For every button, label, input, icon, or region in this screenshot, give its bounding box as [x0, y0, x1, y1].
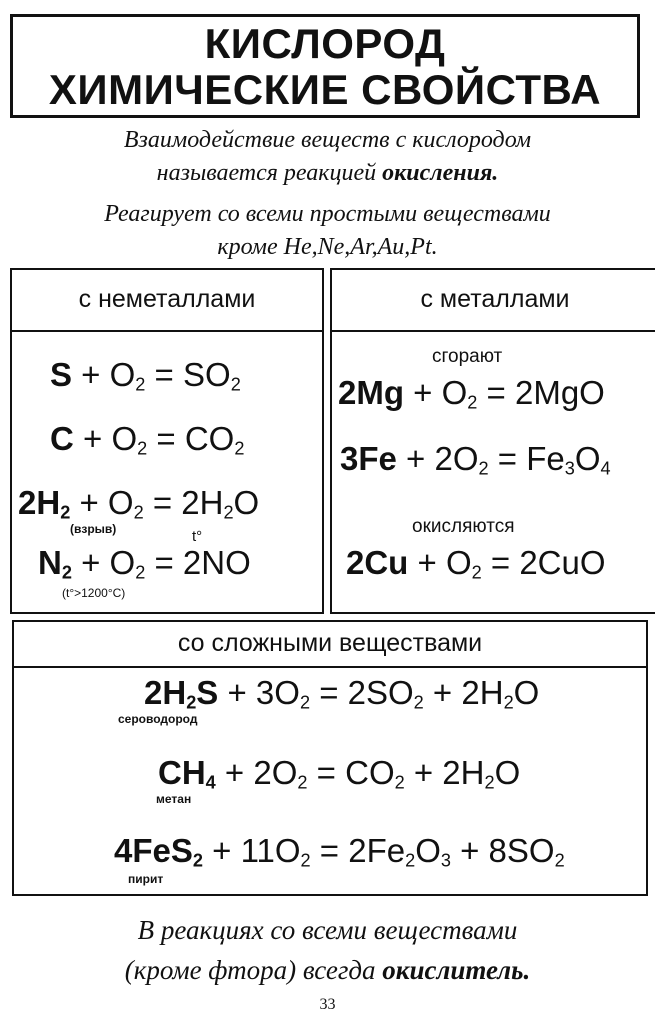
footer-line-1: В реакциях со всеми веществами: [137, 915, 518, 945]
footer-statement: [0, 910, 655, 990]
metals-box: [330, 268, 655, 614]
equation-n2: $N_2 + O_2 = 2NO$: [38, 544, 251, 583]
footer-line-2-text: (кроме фтора) всегда: [124, 955, 383, 985]
equation-mg: $2Mg + O_2 = 2MgO$: [338, 374, 605, 413]
intro-line-4: кроме He,Ne,Ar,Au,Pt.: [217, 234, 438, 260]
title-line-1: КИСЛОРОД: [204, 20, 446, 67]
title-line-2: ХИМИЧЕСКИЕ СВОЙСТВА: [48, 66, 602, 113]
caption-burn: сгорают: [432, 346, 503, 367]
intro-oxidation-term: окисления.: [382, 160, 499, 186]
note-explosion: (взрыв): [70, 522, 117, 536]
note-temperature: (t°>1200°C): [62, 586, 126, 600]
intro-reactivity: [0, 198, 655, 264]
equation-cu: $2Cu + O_2 = 2CuO$: [346, 544, 606, 583]
equation-fe: $3Fe + 2O_2 = Fe_3O_4$: [340, 440, 611, 479]
equation-h2: $2H_2 + O_2 = 2H_2O$: [18, 484, 260, 523]
temperature-label: t°: [192, 528, 203, 545]
equation-c: $C + O_2 = CO_2$: [50, 420, 245, 459]
intro-line-3: Реагирует со всеми простыми веществами: [104, 201, 551, 227]
label-ch4: метан: [156, 792, 192, 806]
label-fes2: пирит: [128, 872, 164, 886]
intro-line-1: Взаимодействие веществ с кислородом: [123, 127, 532, 153]
page-number: 33: [319, 996, 336, 1013]
equation-h2s: $2H_2S + 3O_2 = 2SO_2 + 2H_2O$: [144, 674, 540, 713]
intro-line-2: [0, 157, 655, 190]
nonmetals-box: [10, 268, 324, 614]
nonmetals-header: с неметаллами: [12, 270, 322, 332]
complex-header: со сложными веществами: [14, 622, 646, 668]
footer-line-2: [0, 950, 655, 990]
intro-line-2-text: называется реакцией: [156, 160, 383, 186]
label-h2s: сероводород: [118, 712, 198, 726]
complex-substances-box: [12, 620, 648, 896]
metals-header: с металлами: [332, 270, 655, 332]
equation-s: $S + O_2 = SO_2$: [50, 356, 241, 395]
title-box: [10, 14, 640, 118]
equation-fes2: $4FeS_2 + 11O_2 = 2Fe_2O_3 + 8SO_2$: [114, 832, 565, 871]
equation-ch4: $CH_4 + 2O_2 = CO_2 + 2H_2O$: [158, 754, 521, 793]
footer-oxidizer-term: окислитель.: [382, 955, 531, 985]
intro-definition: [0, 124, 655, 190]
caption-oxidize: окисляются: [412, 516, 515, 537]
